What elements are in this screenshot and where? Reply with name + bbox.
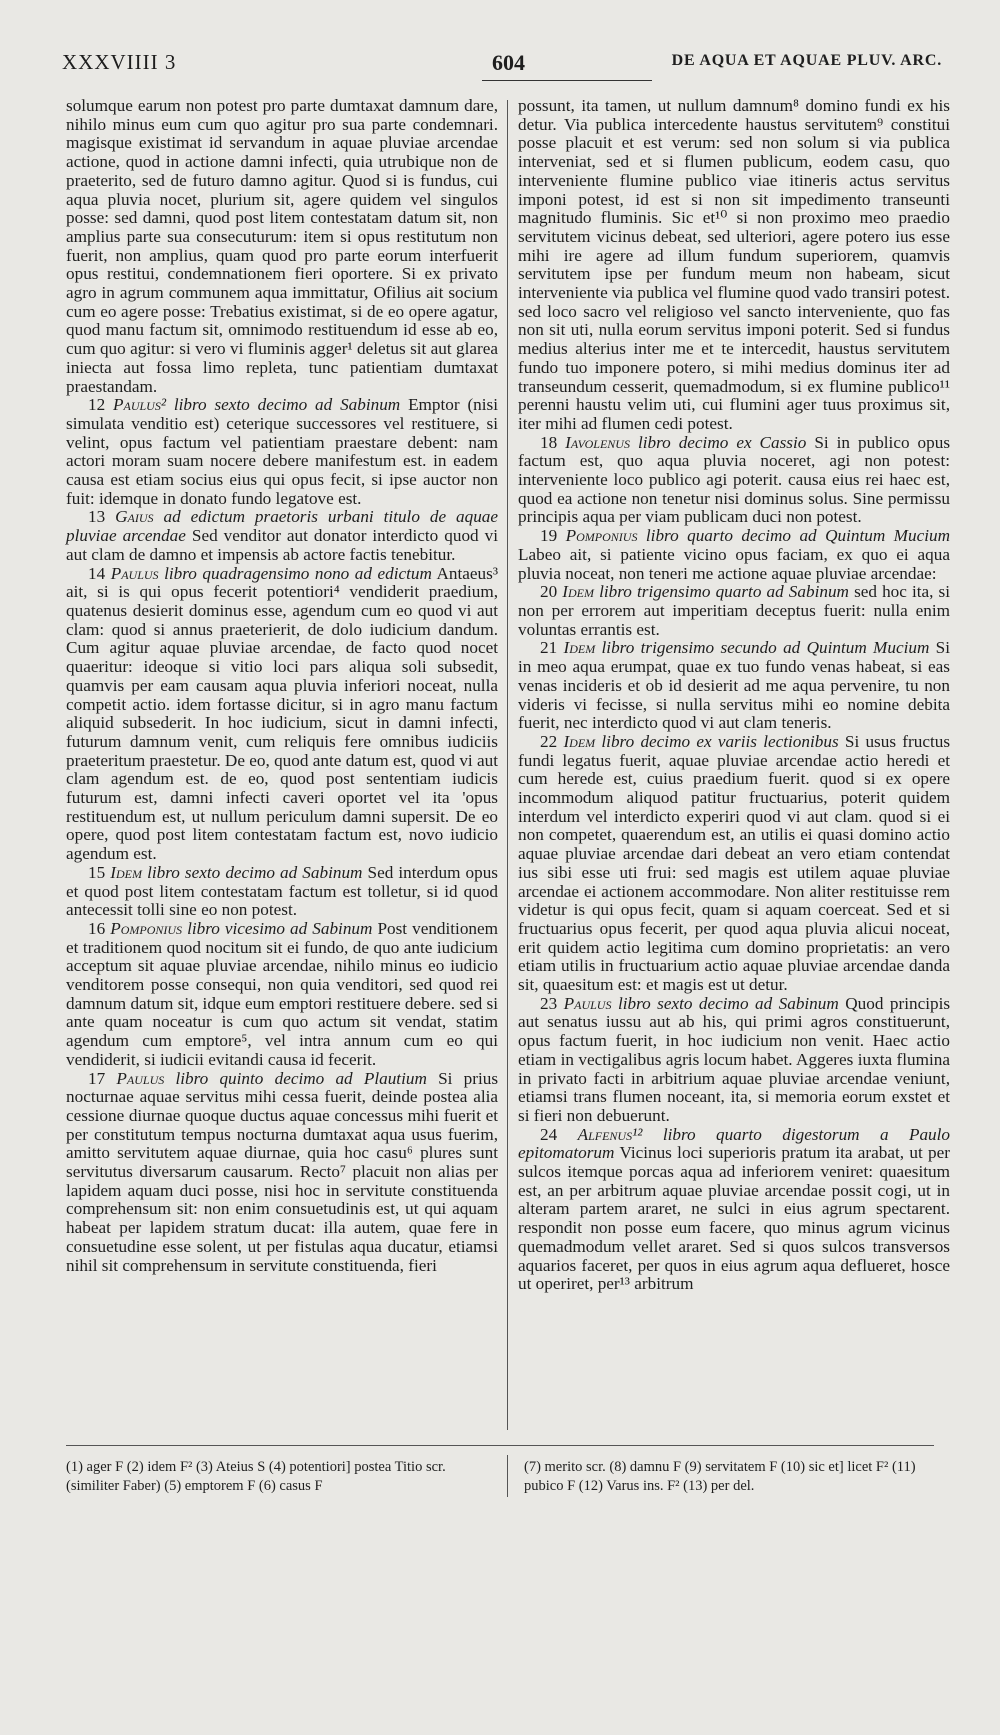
lex-source: libro sexto decimo ad Sabinum — [147, 862, 363, 882]
lex-19 — [518, 527, 950, 583]
lex-number: 12 — [88, 395, 106, 415]
lex-21 — [518, 639, 950, 733]
lex-source: libro vicesimo ad Sabinum — [187, 918, 373, 938]
lex-source: libro quarto digestorum a Paulo epitomatorum — [518, 1124, 951, 1163]
lex-text: Quod principis aut senatus iussu aut ab his, qui primi agros constituerunt, opus factum fuerit, in hoc iudicium non venit. Haec actio etiam in vectigalibus agris locum habet. Aggeres iuxta flumina in privato facti in arbitrium aquae pluviae arcendae veniunt, etiamsi trans flumen noceant, ita, si memoria eorum exstet et si fieri non debuerunt. — [518, 993, 951, 1125]
footnote-divider — [507, 1455, 508, 1497]
header-section-title: DE AQUA ET AQUAE PLUV. ARC. — [671, 52, 942, 69]
lex-number: 19 — [540, 526, 558, 546]
lex-text: Si usus fructus fundi legatus fuerit, aquae pluviae arcendae actio heredi et cum herede est, cuius praedium fuerit. quod si ex opere incommodum aliquod patitur fructuarius, poterit quidem interdum vel interdicto experiri quod vi aut clam. quod si ei non competet, quaerendum est, an utilis ei quasi domino actio aquae pluviae arcendae dari debeat an vero etiam contendat ius sibi esse uti frui: sed magis est utilem aquae pluviae arcendae ei actionem accommodare. Non aliter restituisse rem videtur is qui opus fecit, quam si aquam coerceat. Sed et si fructuarius opus fecerit, per quod aqua pluvia alicui noceat, erit quidem actio legitima cum domino proprietatis: an vero etiam utilis in fructuarium actio aquae pluviae arcendae danda sit, quaesitum est: et magis est ut detur. — [518, 731, 951, 995]
lex-number: 20 — [540, 582, 558, 602]
lex-text: sed hoc ita, si non per errorem aut imperitiam deceptus fuerit: nulla enim voluntas errantis est. — [518, 582, 951, 639]
lex-text: Antaeus³ ait, si is qui opus fecerit potentiori⁴ vendiderit praedium, quatenus desierit dominus esse, agendum cum eo quod vi aut clam: quod si annus praeterierit, de dolo iudicium dandum. Cum agitur aquae pluviae arcendae, de facto quod nocet quaeritur: ideoque si vitio loci pars aliqua soli subsedit, quamvis per eam causam aqua pluvia inferiori noceat, nulla competit actio. idem fortasse dicitur, si in agro manu factum aliquid subsederit. In hoc iudicium, sicut in damni infecti, futurum damnum venit, cum reliquis fere omnibus iudiciis praeteritum praestetur. De eo, quod ante datum est, quod vi aut clam agendum est. de eo, quod post sententiam iudicis futurum est, damni infecti caveri oportet vel ita 'opus restituendum est, ut nullum periculum damni supersit. De eo opere, quod post litem contestatam factum est, novo iudicio agendum est. — [66, 563, 498, 864]
lex-author: Paulus² — [113, 395, 167, 415]
lex-author: Pomponius — [565, 526, 638, 546]
lex-20 — [518, 583, 950, 639]
lex-author: Alfenus¹² — [577, 1124, 643, 1144]
lex-author: Idem — [562, 582, 594, 602]
lex-text: Sed interdum opus et quod post litem contestatam factum est tolletur, si id quod antecessit tolli sine eo non potest. — [66, 862, 498, 920]
lex-text: Sed venditor aut donator interdicto quod vi aut clam de damno et impensis ab actore factis tenebitur. — [66, 526, 498, 564]
footnote-rule — [66, 1445, 934, 1446]
lex-18 — [518, 434, 950, 528]
header-rule — [482, 80, 652, 81]
footnotes-right: (7) merito scr. (8) damnu F (9) servitatem F (10) sic et] licet F² (11) pubico F (12) Varus ins. F² (13) per del. — [524, 1459, 916, 1494]
lex-text: Vicinus loci superioris pratum ita arabat, ut per sulcos itemque porcas aqua ad inferiorem veniret: quaesitum est, an per arbitrum aquae pluviae arcendae possit cogi, ut in alteram partem araret, ne sulci in eius agrum spectarent. respondit non posse eum facere, quo minus agrum vicinus quemadmodum vellet araret. Sed si quos sulcos transversos aquarios faceret, per quos in eius agrum aqua deflueret, hosce ut operiret, per¹³ arbitrum — [518, 1143, 950, 1294]
lex-14 — [66, 565, 498, 864]
lex-source: libro quadragensimo nono ad edictum — [164, 563, 432, 583]
lex-author: Gaius — [115, 507, 154, 527]
lex-text: Si prius nocturnae aquae servitus mihi cessa fuerit, deinde postea alia cessione diurnae quoque ductus aquae concessus mihi fuerit et per constitutum tempus nocturna dumtaxat aqua usus fuerim, amitto servitutem aquae diurnae, quia hoc casu⁶ plures sunt servitutus diversarum causarum. Recto⁷ placuit non alias per lapidem aquam duci posse, nisi hoc in servitute constituenda comprehensum sit: non enim consuetudinis est, ut qui aquam habeat per lapidem stratum ducat: illa autem, quae fere in consuetudine esse solent, ut per fistulas aqua ducatur, etiamsi nihil sit comprehensum in servitute constituenda, fieri — [66, 1068, 499, 1275]
lex-author: Paulus — [563, 993, 612, 1013]
lex-author: Iavolenus — [565, 432, 630, 452]
lex-author: Pomponius — [110, 918, 183, 938]
lex-12 — [66, 396, 498, 508]
lex-number: 23 — [540, 993, 558, 1013]
lex-text: Si in meo aqua erumpat, quae ex tuo fundo venas habeat, si eas venas incideris et ob id desierit ad me aqua pervenire, tu non videris vi fecisse, si nulla servitus mihi eo nomine debita fuerit, nec interdicto quod vi aut clam teneris. — [518, 638, 951, 733]
lex-17 — [66, 1070, 498, 1276]
footnotes-left: (1) ager F (2) idem F² (3) Ateius S (4) potentiori] postea Titio scr. (similiter Faber) (5) emptorem F (6) casus F — [66, 1459, 446, 1494]
paragraph-continuation: solumque earum non potest pro parte dumtaxat damnum dare, nihilo minus eum cum quo agitur pro sua parte condemnari. magisque existimat id servandum in aquae pluviae arcendae actione, quod in actione damni infecti, quia utrubique non de praeterito, sed de futuro damno agitur. Quod si is fundus, cui aqua pluvia nocet, plurium sit, agere quidem vel singulos posse: sed damni, quod post litem contestatam datum sit, non amplius parte sua consecuturum: item si opus restitutum non fuerit, non amplius, quam quod pro parte eorum interfuerit opus restitui, condemnationem fieri oportere. Si ex privato agro in agrum communem aqua immittatur, Ofilius ait socium cum eo agere posse: Trebatius existimat, si de eo opere agatur, quod manu factum sit, omnimodo restituendum id esse ab eo, cum quo agitur: si vero vi fluminis agger¹ deletus sit aut glarea iniecta aut fossa limo repleta, tunc patientiam dumtaxat praestandam. — [66, 96, 498, 396]
lex-author: Paulus — [116, 1068, 165, 1088]
lex-number: 18 — [540, 432, 558, 452]
lex-author: Idem — [563, 638, 596, 658]
running-header — [62, 50, 942, 82]
lex-22 — [518, 733, 950, 995]
lex-text: Labeo ait, si patiente vicino opus faciam, ex quo ei aqua pluvia noceat, non teneri me actione aquae pluviae arcendae: — [518, 544, 950, 583]
lex-text: Post venditionem et traditionem quod nocitum sit ei fundo, de quo ante iudicium acceptum sit aquae pluviae arcendae, nihilo minus eo iudicio venditorem posse consequi, non quia venditori, sed quod rei damnum datum sit, idque eum emptori restituere debere. sed si ante quam noceatur is cum quo actum sit vendat, statim agendum cum emptore⁵, vel intra annum cum eo qui vendiderit, si iudicii evitandi causa id fecerit. — [66, 918, 499, 1069]
lex-text: Si in publico opus factum est, quo aqua pluvia noceret, agi non potest: interveniente loco publico agi poterit. causa eius rei haec est, quod ea actione non tenetur nisi dominus solus. Sine permissu principis aqua per viam publicam duci non potest. — [518, 432, 951, 527]
lex-author: Idem — [110, 862, 142, 882]
lex-13 — [66, 508, 498, 564]
lex-source: libro quarto decimo ad Quintum Mucium — [645, 526, 950, 546]
lex-text: Emptor (nisi simulata venditio est) ceterique successores vel restituere, si velint, opus factum vel patientiam praestare debent: nam actori moram suam nocere debere manifestum est. in eadem causa est etiam socius eius qui opus fecit, si ipse auctor non fuit: idemque in donato fundo legatove est. — [66, 395, 498, 508]
lex-number: 15 — [88, 862, 106, 882]
lex-23 — [518, 995, 950, 1126]
lex-source: libro decimo ex variis lectionibus — [601, 731, 839, 751]
lex-source: libro trigensimo secundo ad Quintum Mucium — [601, 638, 930, 658]
lex-source: libro quinto decimo ad Plautium — [175, 1068, 427, 1088]
lex-number: 22 — [540, 731, 558, 751]
lex-source: ad edictum praetoris urbani titulo de aquae pluviae arcendae — [66, 507, 499, 546]
lex-24 — [518, 1126, 950, 1294]
lex-source: libro decimo ex Cassio — [637, 432, 807, 452]
lex-number: 16 — [88, 918, 106, 938]
column-divider — [507, 100, 508, 1430]
lex-source: libro sexto decimo ad Sabinum — [617, 993, 839, 1013]
lex-16 — [66, 920, 498, 1070]
page-number: 604 — [492, 50, 525, 75]
lex-number: 13 — [88, 507, 106, 527]
lex-number: 14 — [88, 563, 106, 583]
lex-source: libro sexto decimo ad Sabinum — [173, 395, 401, 415]
paragraph-continuation: possunt, ita tamen, ut nullum damnum⁸ domino fundi ex his detur. Via publica intercedente haustus servitutem⁹ constitui posse placuit et est verum: sed non solum si via publica interveniat, sed et si flumen publicum, eodem casu, quo interveniente flumine publico viae itineris actus servitus imponi potest, id est si non sit impedimento transeunti magnitudo fluminis. Sic et¹⁰ si non proximo meo praedio servitutem vicinus debeat, sed ulteriori, agere potero ius esse mihi ire agere ad illum fundum superiorem, quamvis servitutem ipse per fundum meum non habeam, sicut interveniente via publica vel flumine quod vado transiri potest. sed loco sacro vel religioso vel sancto interveniente, quo fas non sit uti, nulla eorum servitus imponi poterit. Sed si fundus medius alterius inter me et te intercedit, haustus servitutem fundo tuo imponere potero, si mihi medius dominus iter ad transeundum cesserit, quemadmodum, si ex flumine publico¹¹ perenni haustu velim uti, cui flumini ager tuus proximus sit, iter mihi ad flumen cedi potest. — [518, 96, 950, 433]
lex-number: 21 — [540, 638, 558, 658]
lex-author: Paulus — [110, 563, 159, 583]
header-title-reference: XXXVIIII 3 — [62, 50, 177, 74]
lex-source: libro trigensimo quarto ad Sabinum — [599, 582, 849, 602]
lex-number: 24 — [540, 1124, 558, 1144]
lex-author: Idem — [563, 731, 596, 751]
lex-15 — [66, 864, 498, 920]
lex-number: 17 — [88, 1068, 106, 1088]
